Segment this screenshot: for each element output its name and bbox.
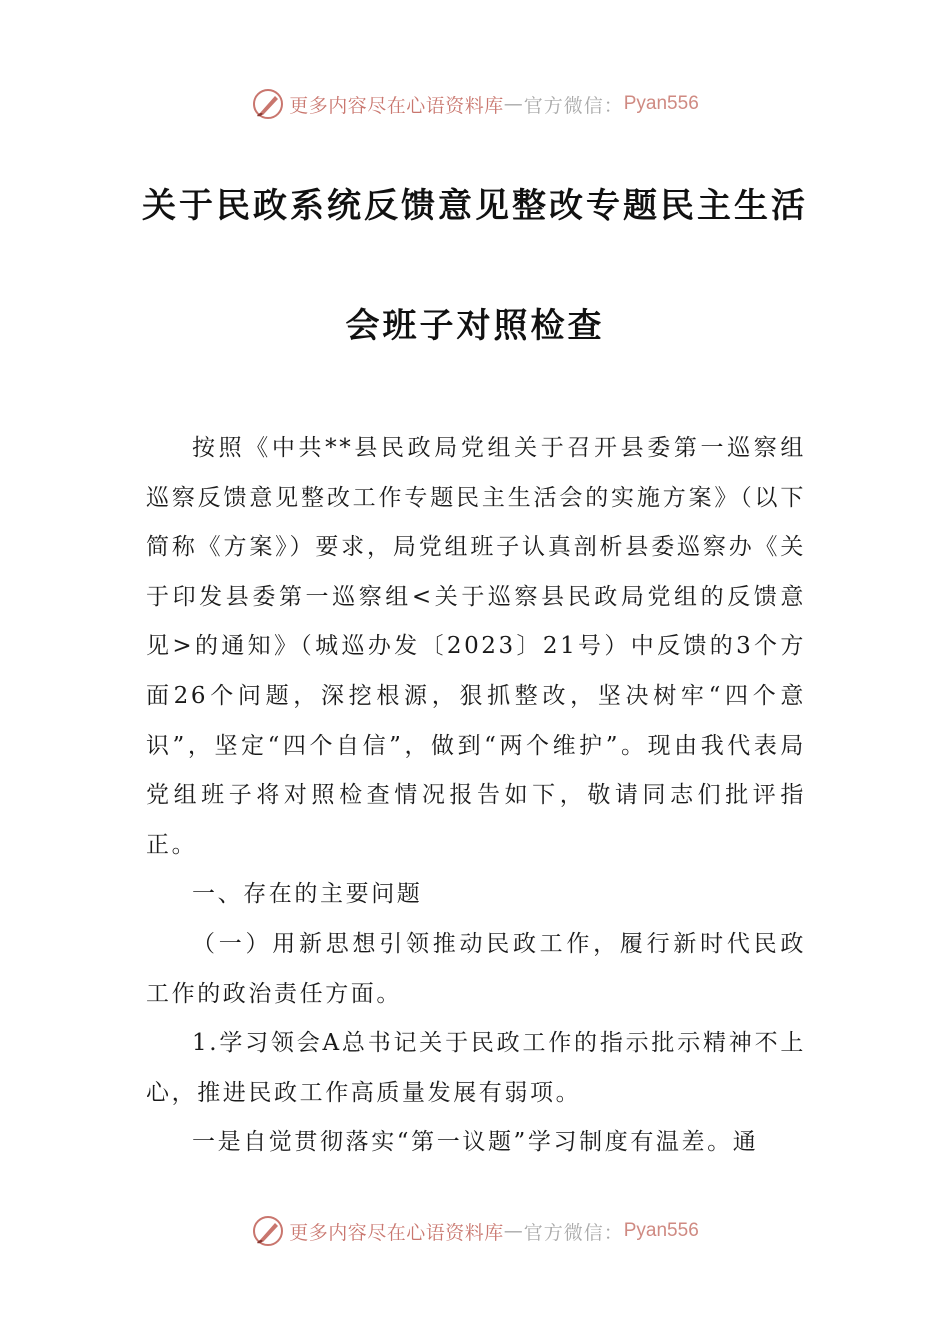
header-watermark xyxy=(0,84,950,124)
paragraph-item-1: 1.学习领会A总书记关于民政工作的指示批示精神不上心，推进民政工作高质量发展有弱项。 xyxy=(146,1030,806,1106)
pen-brush-logo-icon xyxy=(251,1214,285,1248)
document-title-line-2: 会班子对照检查 xyxy=(345,306,605,346)
watermark-sub-text: 官方微信： xyxy=(523,1221,624,1244)
watermark-main-text: 更多内容尽在心语资料库 xyxy=(289,1221,504,1244)
subsection-heading-1: （一）用新思想引领推动民政工作，履行新时代民政工作的政治责任方面。 xyxy=(146,930,806,1007)
watermark-wechat-id: Pyan556 xyxy=(623,93,699,114)
watermark-dash: — xyxy=(503,93,524,115)
document-body xyxy=(146,424,806,1168)
document-title-line-1: 关于民政系统反馈意见整改专题民主生活 xyxy=(142,186,808,226)
paragraph-intro: 按照《中共**县民政局党组关于召开县委第一巡察组巡察反馈意见整改工作专题民主生活会的实施方案》（以下简称《方案》）要求，局党组班子认真剖析县委巡察办《关于印发县委第一巡察组<关于巡察县民政局党组的反馈意见>的通知》（城巡办发〔2023〕21号）中反馈的3个方面26个问题，深挖根源，狠抓整改，坚决树牢“四个意识”，坚定“四个自信”，做到“两个维护”。现由我代表局党组班子将对照检查情况报告如下，敬请同志们批评指正。 xyxy=(146,435,806,858)
footer-watermark xyxy=(0,1211,950,1251)
section-heading-1: 一、存在的主要问题 xyxy=(192,881,423,908)
pen-brush-logo-icon xyxy=(251,87,285,121)
watermark-main-text: 更多内容尽在心语资料库 xyxy=(289,94,504,117)
paragraph-point-1: 一是自觉贯彻落实“第一议题”学习制度有温差。通 xyxy=(192,1129,759,1156)
watermark-sub-text: 官方微信： xyxy=(523,94,624,117)
watermark-dash: — xyxy=(503,1220,524,1242)
watermark-wechat-id: Pyan556 xyxy=(623,1220,699,1241)
